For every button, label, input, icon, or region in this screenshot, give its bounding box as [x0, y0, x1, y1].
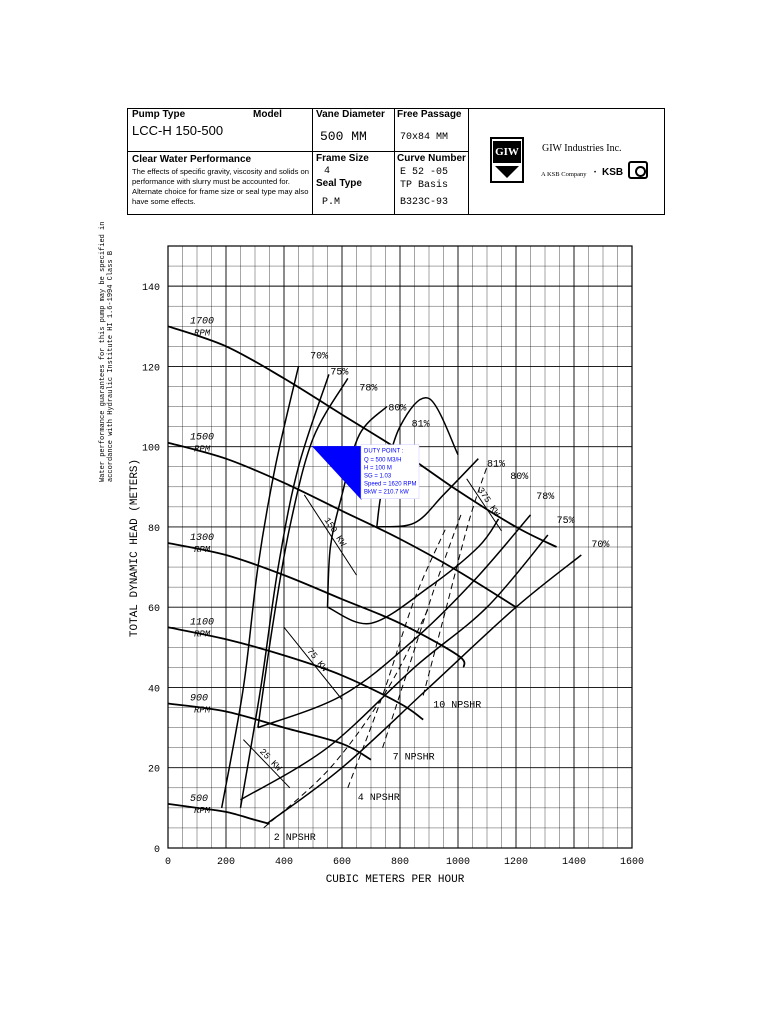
speed-unit-label: RPM [194, 544, 211, 555]
duty-point-line: H = 100 M [364, 465, 392, 472]
x-tick-label: 600 [332, 857, 352, 868]
efficiency-curve-left [241, 374, 329, 808]
efficiency-label: 81% [487, 459, 506, 471]
npshr-label: 7 NPSHR [392, 752, 435, 764]
speed-label: 1500 [190, 432, 215, 444]
vane-diameter-label: Vane Diameter [316, 109, 385, 120]
npshr-label: 10 NPSHR [433, 700, 482, 712]
y-tick-label: 100 [141, 443, 160, 455]
frame-size-value: 4 [324, 166, 331, 177]
guarantee-side-note: Water performance guarantees for this pump may be specified in accordance with Hydraulic Institute HI 1.6-1994 Class B [99, 221, 115, 482]
efficiency-label: 75% [330, 367, 349, 379]
efficiency-label: 78% [359, 383, 378, 395]
power-label: 75 KW [304, 646, 330, 674]
y-tick-label: 40 [147, 684, 160, 696]
duty-point-line: Speed = 1620 RPM [364, 481, 417, 488]
ksb-logo-text: KSB [602, 167, 624, 178]
speed-unit-label: RPM [194, 629, 211, 640]
speed-label: 900 [190, 693, 209, 705]
duty-point-line: BkW = 210.7 kW [364, 489, 409, 496]
x-tick-label: 0 [164, 857, 172, 868]
bullet: • [594, 170, 597, 176]
y-tick-label: 120 [141, 363, 160, 375]
efficiency-label: 80% [510, 471, 529, 483]
model-value: LCC-H 150-500 [132, 123, 224, 138]
company-name: GIW Industries Inc. [542, 143, 622, 154]
speed-unit-label: RPM [194, 328, 211, 339]
vane-diameter-value: 500 MM [320, 129, 367, 144]
speed-label: 1300 [190, 532, 215, 544]
duty-point-marker [313, 447, 361, 499]
free-passage-value: 70x84 MM [400, 132, 449, 143]
speed-unit-label: RPM [194, 805, 211, 816]
speed-unit-label: RPM [194, 705, 211, 716]
y-tick-label: 80 [147, 523, 160, 535]
efficiency-label: 78% [536, 491, 555, 503]
speed-curve [168, 804, 270, 824]
curve-ref: B323C-93 [400, 197, 449, 208]
clear-water-note: The effects of specific gravity, viscosity and solids on performance with slurry must be accounted for. Alternate choice for frame size or seal type may also have some effects. [132, 167, 309, 206]
company-sub: A KSB Company [541, 171, 587, 178]
npshr-label: 4 NPSHR [357, 792, 400, 804]
efficiency-curve-right [267, 555, 582, 824]
free-passage-label: Free Passage [397, 109, 462, 120]
y-tick-label: 20 [147, 764, 160, 776]
x-tick-label: 1000 [445, 857, 471, 868]
seal-type-value: P.M [322, 197, 341, 208]
frame-size-label: Frame Size [316, 153, 369, 164]
y-axis-label: TOTAL DYNAMIC HEAD (METERS) [129, 458, 141, 638]
y-tick-label: 140 [141, 283, 160, 295]
curve-number-value: E 52 -05 [400, 167, 449, 178]
x-axis-label: CUBIC METERS PER HOUR [325, 874, 465, 886]
x-tick-label: 400 [274, 857, 294, 868]
efficiency-label: 75% [556, 515, 575, 527]
speed-label: 1100 [190, 617, 215, 629]
duty-point-box [361, 445, 419, 499]
x-tick-label: 200 [216, 857, 236, 868]
efficiency-curve-right [328, 519, 499, 624]
efficiency-label: 81% [411, 419, 430, 431]
x-tick-label: 1400 [561, 857, 587, 868]
efficiency-curve-left [258, 378, 348, 727]
x-tick-label: 1600 [619, 857, 645, 868]
model-label: Model [253, 109, 282, 120]
npshr-curve [423, 467, 487, 696]
chart-curves [168, 326, 581, 828]
x-tick-label: 800 [390, 857, 410, 868]
efficiency-label: 70% [310, 351, 329, 363]
curve-number-label: Curve Number [397, 153, 466, 164]
duty-point-title: DUTY POINT : [364, 448, 404, 455]
efficiency-label: 80% [388, 403, 407, 415]
duty-point-line: Q = 500 M3/H [364, 457, 402, 464]
giw-logo-mark: GIW [493, 141, 521, 163]
y-tick-label: 60 [147, 604, 160, 616]
power-label: 375 KW [475, 485, 502, 519]
npshr-curve [348, 527, 447, 788]
power-label: 25 KW [257, 747, 284, 774]
duty-point-line: SG = 1.03 [364, 473, 392, 480]
pump-type-label: Pump Type [132, 109, 186, 120]
speed-label: 1700 [190, 316, 215, 328]
power-label: 150 KW [321, 515, 348, 549]
speed-label: 500 [190, 793, 209, 805]
npshr-label: 2 NPSHR [273, 832, 316, 844]
clear-water-label: Clear Water Performance [132, 154, 252, 165]
x-tick-label: 1200 [503, 857, 529, 868]
speed-unit-label: RPM [194, 444, 211, 455]
seal-type-label: Seal Type [316, 178, 362, 189]
speed-curve [168, 543, 465, 667]
y-tick-label: 0 [153, 845, 160, 856]
chart-axes [142, 246, 644, 868]
curve-basis: TP Basis [400, 180, 449, 191]
efficiency-label: 70% [591, 540, 610, 551]
